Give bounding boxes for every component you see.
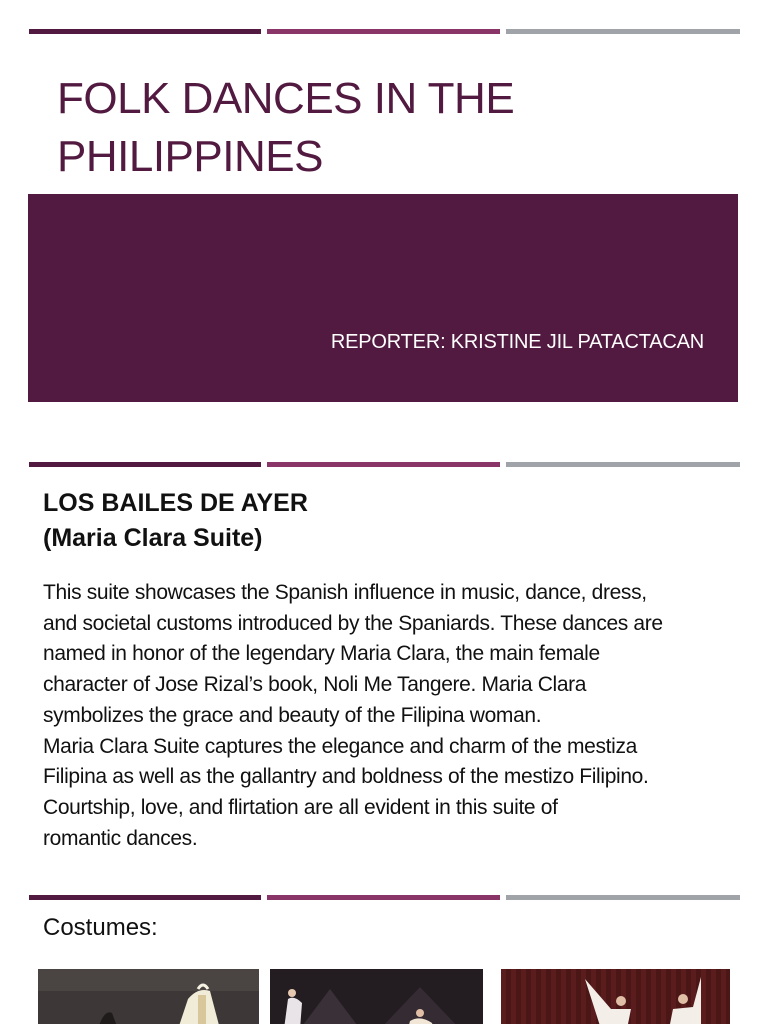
body-line: and societal customs introduced by the Spaniards. These dances are	[43, 611, 663, 635]
suite-description	[43, 578, 753, 854]
presentation-title	[57, 70, 707, 186]
heading-line-1: LOS BAILES DE AYER	[43, 489, 308, 517]
costumes-heading: Costumes:	[43, 914, 158, 941]
reporter-label: REPORTER: KRISTINE JIL PATACTACAN	[330, 331, 704, 353]
divider-segment-gray	[506, 29, 740, 34]
body-line: named in honor of the legendary Maria Clara, the main female	[43, 642, 600, 666]
body-line: romantic dances.	[43, 826, 198, 850]
title-banner	[28, 194, 738, 402]
divider-segment-magenta	[267, 29, 500, 34]
body-line: Filipina as well as the gallantry and boldness of the mestizo Filipino.	[43, 765, 649, 789]
title-line-1: FOLK DANCES IN THE	[57, 74, 515, 123]
body-line: Maria Clara Suite captures the elegance and charm of the mestiza	[43, 734, 637, 758]
divider-segment-plum	[29, 895, 261, 900]
costume-photo-3	[501, 969, 730, 1024]
divider-segment-plum	[29, 29, 261, 34]
section-heading	[43, 486, 308, 556]
body-line: character of Jose Rizal’s book, Noli Me Tangere. Maria Clara	[43, 673, 587, 697]
title-line-2: PHILIPPINES	[57, 132, 323, 181]
body-line: symbolizes the grace and beauty of the Filipina woman.	[43, 703, 542, 727]
divider-segment-gray	[506, 895, 740, 900]
divider-segment-plum	[29, 462, 261, 467]
section-divider-2	[29, 895, 740, 900]
body-line: This suite showcases the Spanish influence in music, dance, dress,	[43, 581, 647, 604]
heading-line-2: (Maria Clara Suite)	[43, 524, 263, 552]
costume-photo-2	[270, 969, 483, 1024]
divider-segment-magenta	[267, 462, 500, 467]
body-line: Courtship, love, and flirtation are all evident in this suite of	[43, 795, 558, 819]
header-divider	[29, 29, 740, 34]
section-divider-1	[29, 462, 740, 467]
divider-segment-gray	[506, 462, 740, 467]
costume-photo-1	[38, 969, 259, 1024]
divider-segment-magenta	[267, 895, 500, 900]
